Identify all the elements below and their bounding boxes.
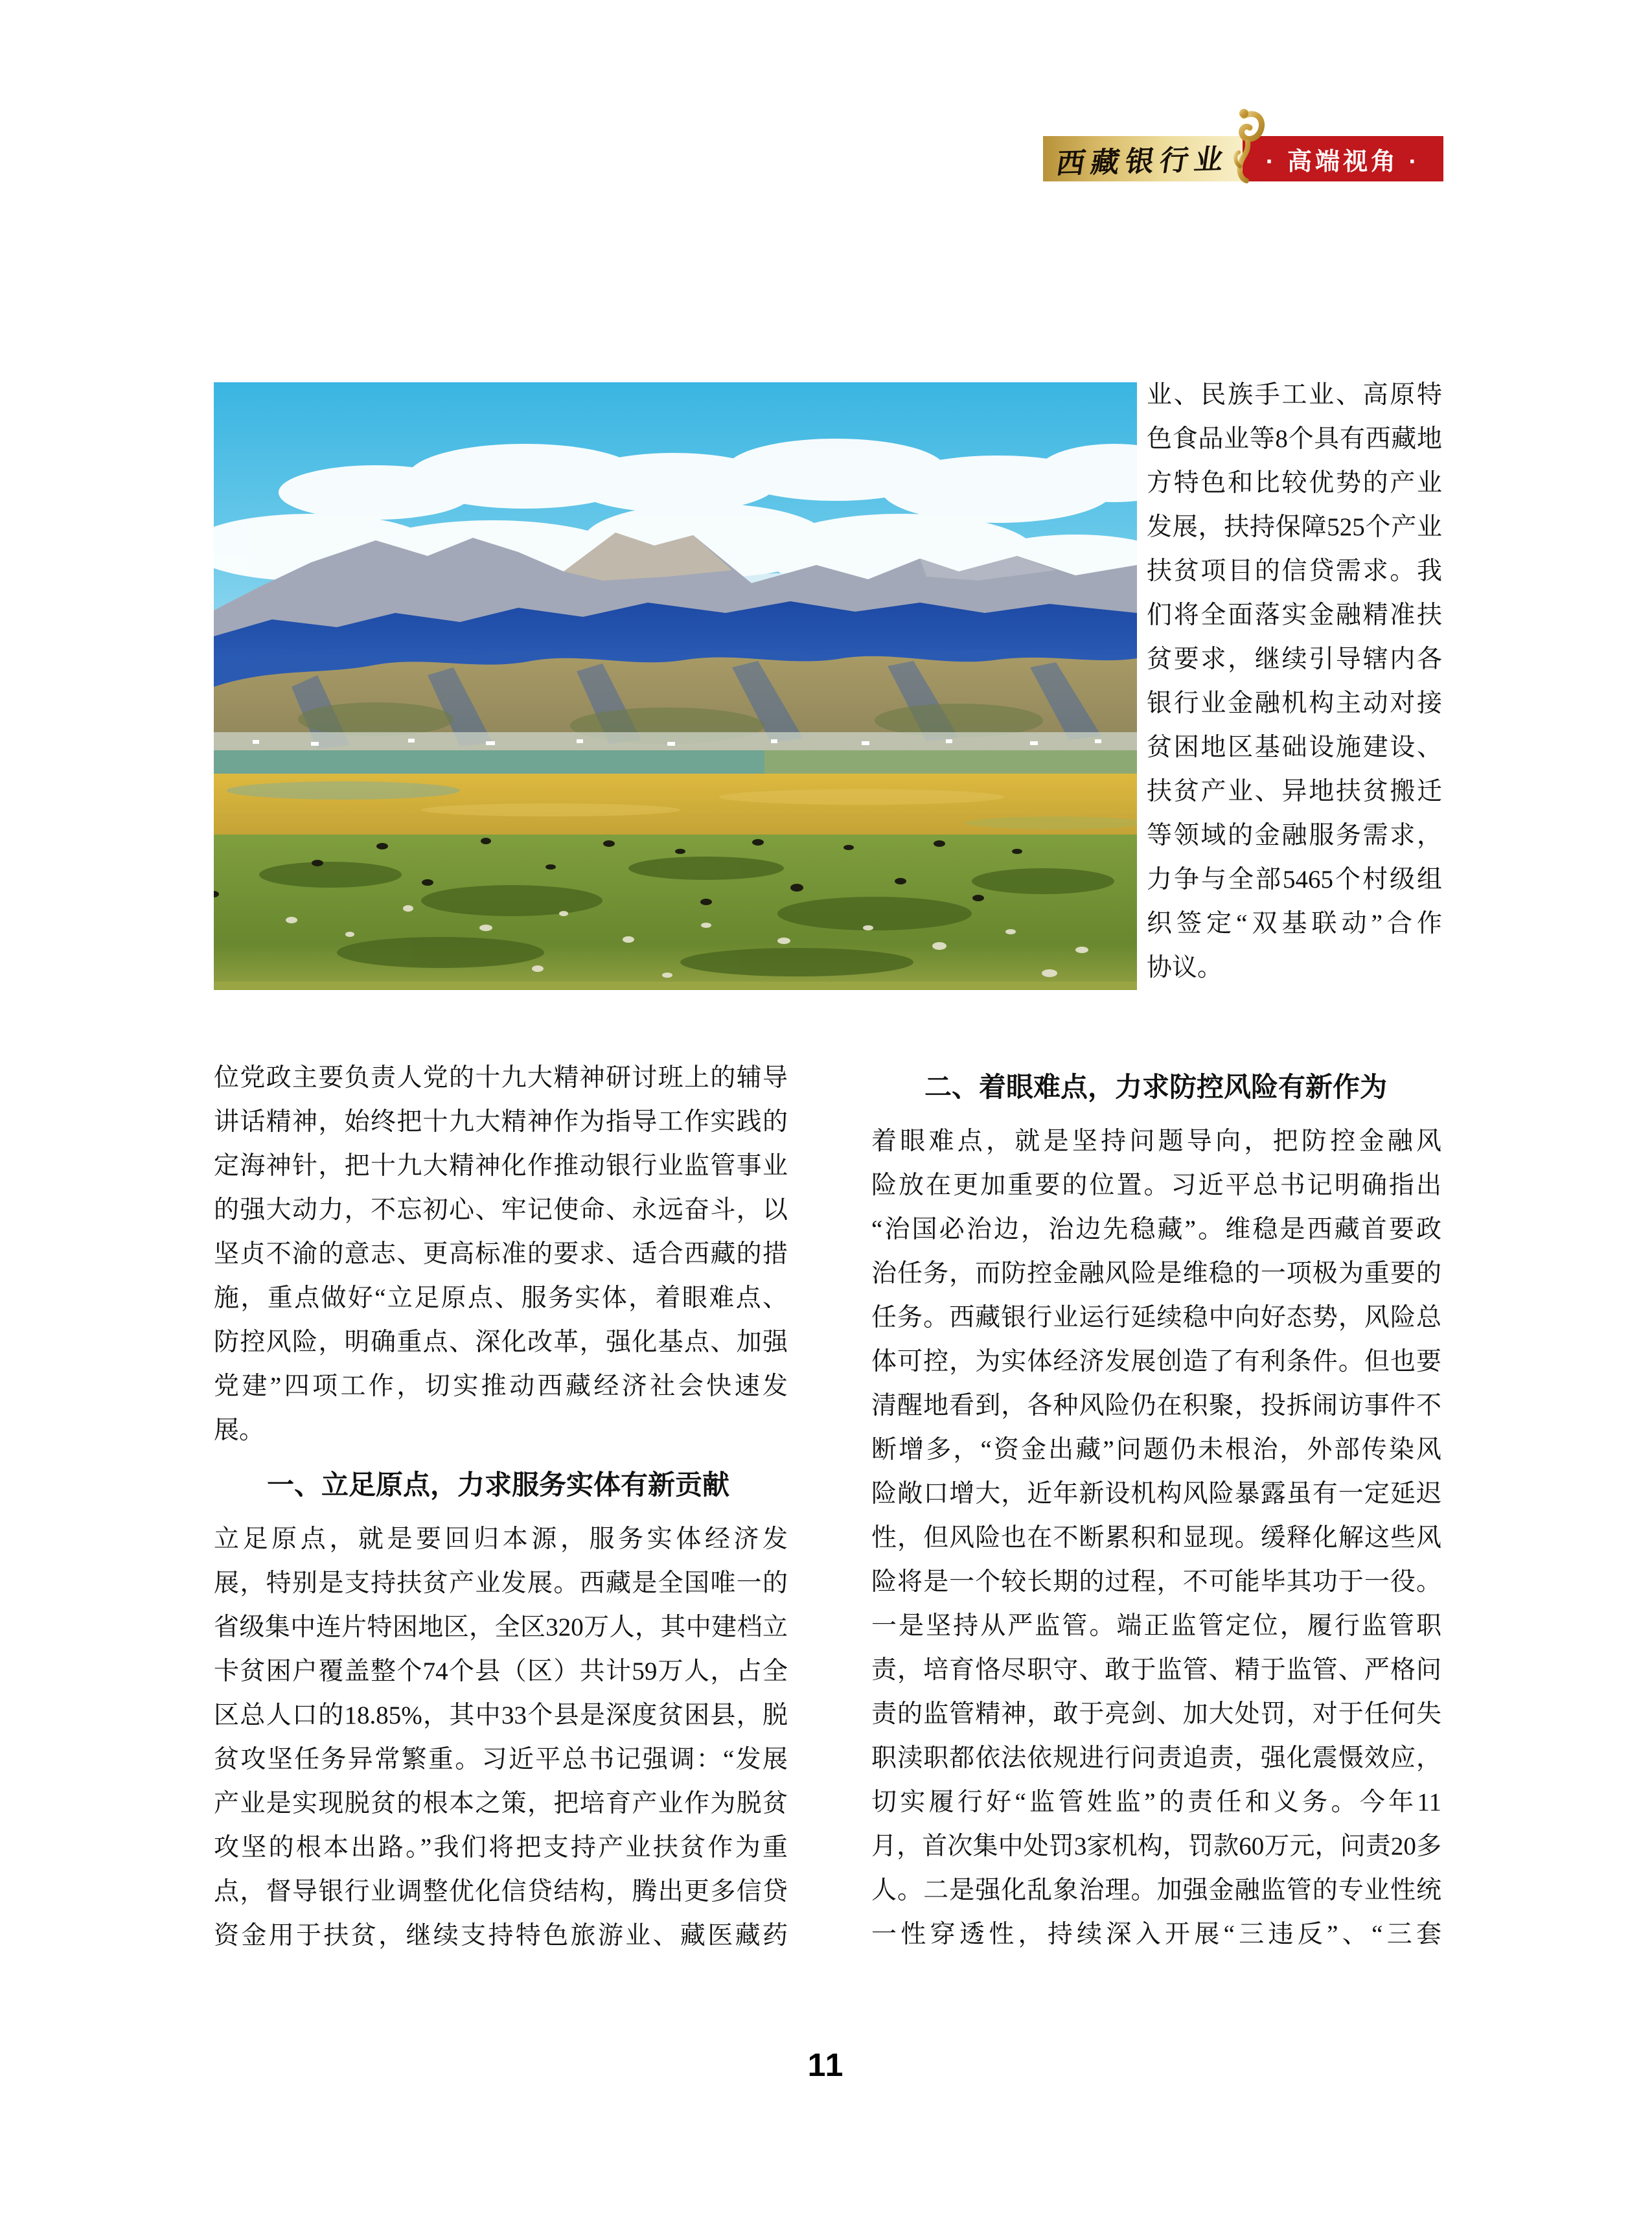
text-line: 着眼难点，就是坚持问题导向，把防控金融风 (871, 1127, 1441, 1155)
text-line: 资金用于扶贫，继续支持特色旅游业、藏医藏药 (214, 1922, 788, 1950)
text-line: 一性穿透性，持续深入开展“三违反”、“三套 (871, 1920, 1441, 1948)
journal-title-calligraphy: 西藏银行业 (1053, 143, 1232, 180)
text-line: 防控风险，明确重点、深化改革，强化基点、加强 (214, 1328, 788, 1356)
text-line: 切实履行好“监管姓监”的责任和义务。今年11 (871, 1788, 1441, 1816)
page-number: 11 (807, 2047, 845, 2083)
text-line: 们将全面落实金融精准扶 (1147, 601, 1442, 629)
text-line: 力争与全部5465个村级组 (1147, 866, 1442, 893)
text-line: 业、民族手工业、高原特 (1147, 381, 1442, 409)
text-line: 等领域的金融服务需求， (1147, 822, 1442, 849)
text-line: 省级集中连片特困地区，全区320万人，其中建档立 (214, 1613, 788, 1641)
gold-cloud-ornament-icon (1219, 107, 1266, 186)
text-line: 卡贫困户覆盖整个74个县（区）共计59万人，占全 (214, 1657, 788, 1685)
text-line: 产业是实现脱贫的根本之策，把培育产业作为脱贫 (214, 1790, 788, 1817)
text-line: 织签定“双基联动”合作 (1147, 910, 1442, 938)
text-line: 断增多，“资金出藏”问题仍未根治，外部传染风 (871, 1436, 1441, 1464)
text-line: 位党政主要负责人党的十九大精神研讨班上的辅导 (214, 1064, 788, 1092)
text-line: 党建”四项工作，切实推动西藏经济社会快速发 (214, 1372, 788, 1400)
text-line: 险敞口增大，近年新设机构风险暴露虽有一定延迟 (871, 1480, 1441, 1508)
text-line: 体可控，为实体经济发展创造了有利条件。但也要 (871, 1348, 1441, 1376)
body-column-right (871, 1056, 1441, 1957)
header-banner (1043, 136, 1443, 181)
text-line: 人。二是强化乱象治理。加强金融监管的专业性统 (871, 1876, 1441, 1904)
text-line: 施，重点做好“立足原点、服务实体，着眼难点、 (214, 1284, 788, 1312)
text-line: 方特色和比较优势的产业 (1147, 469, 1442, 497)
text-line: 责，培育恪尽职守、敢于监管、精于监管、严格问 (871, 1656, 1441, 1684)
text-line: 险将是一个较长期的过程，不可能毕其功于一役。 (871, 1568, 1441, 1596)
text-line: 贫困地区基础设施建设、 (1147, 733, 1442, 761)
text-line: 色食品业等8个具有西藏地 (1147, 425, 1442, 453)
text-line: 月，首次集中处罚3家机构，罚款60万元，问责20多 (871, 1832, 1441, 1860)
text-line: 的强大动力，不忘初心、牢记使命、永远奋斗，以 (214, 1196, 788, 1224)
text-line: 贫要求，继续引导辖内各 (1147, 645, 1442, 673)
text-line: 攻坚的根本出路。”我们将把支持产业扶贫作为重 (214, 1834, 788, 1862)
text-line: “治国必治边，治边先稳藏”。维稳是西藏首要政 (871, 1216, 1441, 1243)
text-line: 一是坚持从严监管。端正监管定位，履行监管职 (871, 1612, 1441, 1640)
text-line: 发展，扶持保障525个产业 (1147, 513, 1442, 541)
section-heading-1: 一、立足原点，力求服务实体有新贡献 (267, 1470, 730, 1500)
text-line: 治任务，而防控金融风险是维稳的一项极为重要的 (871, 1260, 1441, 1287)
text-line: 任务。西藏银行业运行延续稳中向好态势，风险总 (871, 1304, 1441, 1332)
journal-title-band (1043, 136, 1243, 181)
section-banner (1243, 136, 1443, 181)
text-line: 贫攻坚任务异常繁重。习近平总书记强调：“发展 (214, 1746, 788, 1773)
text-line: 扶贫产业、异地扶贫搬迁 (1147, 778, 1442, 805)
text-line: 展，特别是支持扶贫产业发展。西藏是全国唯一的 (214, 1569, 788, 1597)
text-line: 讲话精神，始终把十九大精神作为指导工作实践的 (214, 1108, 788, 1136)
section-title: · 高端视角 · (1265, 148, 1421, 176)
text-line: 扶贫项目的信贷需求。我 (1147, 557, 1442, 585)
landscape-illustration (214, 382, 1137, 990)
text-line: 展。 (214, 1416, 265, 1444)
text-line: 职渎职都依法依规进行问责追责，强化震慑效应， (871, 1744, 1441, 1772)
text-line: 性，但风险也在不断累积和显现。缓释化解这些风 (871, 1524, 1441, 1552)
paragraph-section-2 (871, 1120, 1441, 1957)
photo-side-text-column (1147, 373, 1442, 990)
text-line: 区总人口的18.85%，其中33个县是深度贫困县，脱 (214, 1701, 788, 1729)
section-heading-2: 二、着眼难点，力求防控风险有新作为 (924, 1072, 1388, 1102)
text-line: 定海神针，把十九大精神化作推动银行业监管事业 (214, 1152, 788, 1180)
body-column-left (214, 1056, 788, 1958)
text-line: 险放在更加重要的位置。习近平总书记明确指出 (871, 1171, 1441, 1199)
text-line: 清醒地看到，各种风险仍在积聚，投拆闹访事件不 (871, 1392, 1441, 1420)
paragraph-continued (214, 1056, 788, 1453)
text-line: 责的监管精神，敢于亮剑、加大处罚，对于任何失 (871, 1700, 1441, 1728)
text-line: 点，督导银行业调整优化信贷结构，腾出更多信贷 (214, 1878, 788, 1906)
text-line: 立足原点，就是要回归本源，服务实体经济发 (214, 1525, 788, 1553)
text-line: 协议。 (1147, 954, 1223, 982)
paragraph-section-1 (214, 1517, 788, 1958)
tibet-landscape-photo (214, 382, 1137, 990)
text-line: 银行业金融机构主动对接 (1147, 689, 1442, 717)
text-line: 坚贞不渝的意志、更高标准的要求、适合西藏的措 (214, 1240, 788, 1268)
